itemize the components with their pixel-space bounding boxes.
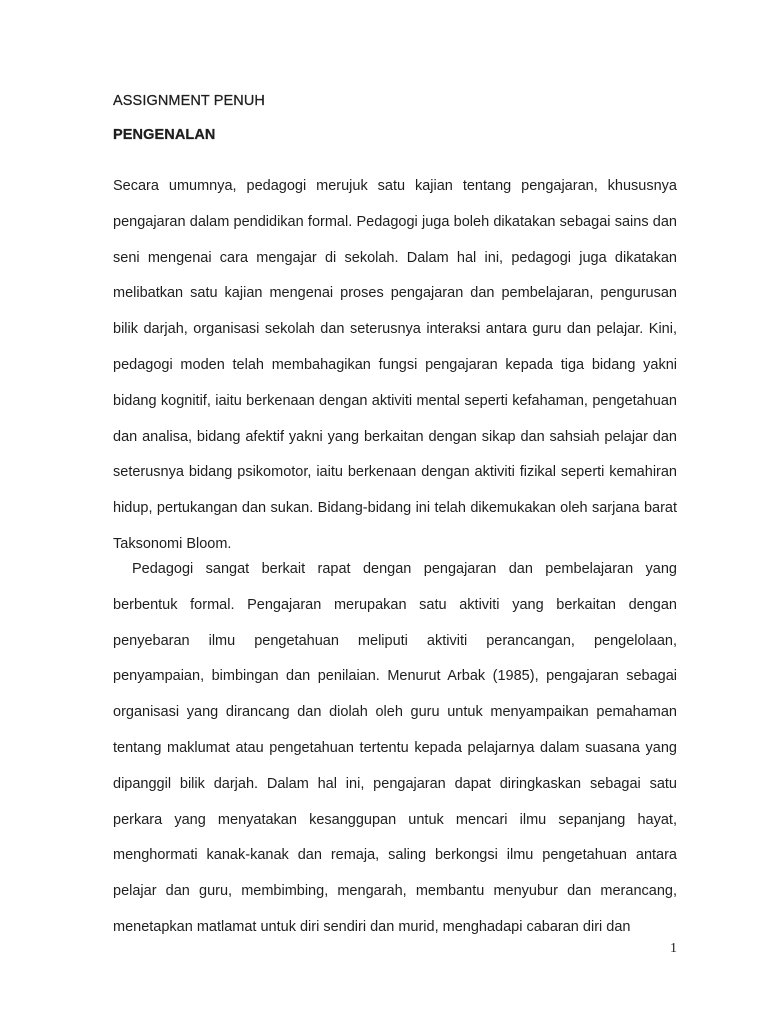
document-title: ASSIGNMENT PENUH: [113, 93, 265, 109]
paragraph-introduction: Secara umumnya, pedagogi merujuk satu kajian tentang pengajaran, khususnya pengajaran dalam pendidikan formal. Pedagogi juga boleh dikatakan sebagai sains dan seni mengenai cara mengajar di sekolah. Dalam hal ini, pedagogi juga dikatakan melibatkan satu kajian mengenai proses pengajaran dan pembelajaran, pengurusan bilik darjah, organisasi sekolah dan seterusnya interaksi antara guru dan pelajar. Kini, pedagogi moden telah membahagikan fungsi pengajaran kepada tiga bidang yakni bidang kognitif, iaitu berkenaan dengan aktiviti mental seperti kefahaman, pengetahuan dan analisa, bidang afektif yakni yang berkaitan dengan sikap dan sahsiah pelajar dan seterusnya bidang psikomotor, iaitu berkenaan dengan aktiviti fizikal seperti kemahiran hidup, pertukangan dan sukan. Bidang-bidang ini telah dikemukakan oleh sarjana barat Taksonomi Bloom.: [113, 178, 677, 552]
section-heading: PENGENALAN: [113, 127, 216, 143]
page-number: 1: [670, 941, 677, 956]
paragraph-pedagogy: Pedagogi sangat berkait rapat dengan pengajaran dan pembelajaran yang berbentuk formal. Pengajaran merupakan satu aktiviti yang berkaitan dengan penyebaran ilmu pengetahuan meliputi aktiviti perancangan, pengelolaan, penyampaian, bimbingan dan penilaian. Menurut Arbak (1985), pengajaran sebagai organisasi yang dirancang dan diolah oleh guru untuk menyampaikan pemahaman tentang maklumat atau pengetahuan tertentu kepada pelajarnya dalam suasana yang dipanggil bilik darjah. Dalam hal ini, pengajaran dapat diringkaskan sebagai satu perkara yang menyatakan kesanggupan untuk mencari ilmu sepanjang hayat, menghormati kanak-kanak dan remaja, saling berkongsi ilmu pengetahuan antara pelajar dan guru, membimbing, mengarah, membantu menyubur dan merancang, menetapkan matlamat untuk diri sendiri dan murid, menghadapi cabaran diri dan: [113, 561, 677, 935]
